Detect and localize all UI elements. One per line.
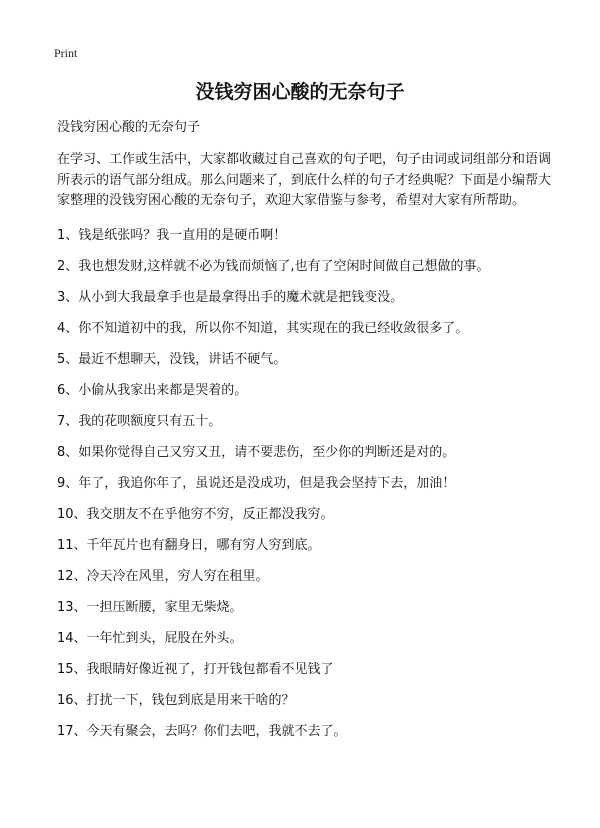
list-item: 3、从小到大我最拿手也是最拿得出手的魔术就是把钱变没。 [57, 289, 404, 305]
list-item: 13、一担压断腰，家里无柴烧。 [57, 599, 243, 615]
list-item: 14、一年忙到头，屁股在外头。 [57, 630, 243, 646]
list-item: 1、钱是纸张吗？我一直用的是硬币啊！ [57, 227, 287, 243]
list-item: 7、我的花呗额度只有五十。 [57, 413, 222, 429]
list-item: 12、冷天冷在风里，穷人穷在租里。 [57, 568, 269, 584]
list-item: 15、我眼睛好像近视了，打开钱包都看不见钱了 [57, 661, 334, 677]
list-item: 5、最近不想聊天，没钱，讲话不硬气。 [57, 351, 287, 367]
sentence-list [57, 226, 557, 753]
article-body [57, 118, 557, 753]
list-item: 4、你不知道初中的我，所以你不知道，其实现在的我已经收敛很多了。 [57, 320, 469, 336]
list-item: 6、小偷从我家出来都是哭着的。 [57, 382, 248, 398]
list-item: 10、我交朋友不在乎他穷不穷，反正都没我穷。 [57, 506, 334, 522]
page-title: 没钱穷困心酸的无奈句子 [195, 81, 405, 103]
article-subtitle: 没钱穷困心酸的无奈句子 [57, 120, 201, 135]
list-item: 11、千年瓦片也有翻身日，哪有穷人穷到底。 [57, 537, 321, 553]
intro-paragraph: 在学习、工作或生活中，大家都收藏过自己喜欢的句子吧，句子由词或词组部分和语调所表示的语气部分组成。那么问题来了，到底什么样的句子才经典呢？下面是小编帮大家整理的没钱穷困心酸的无奈句子，欢迎大家借鉴与参考，希望对大家有所帮助。 [57, 152, 552, 208]
list-item: 17、今天有聚会，去吗？你们去吧，我就不去了。 [57, 723, 347, 739]
list-item: 8、如果你觉得自己又穷又丑，请不要悲伤，至少你的判断还是对的。 [57, 444, 456, 460]
list-item: 2、我也想发财,这样就不必为钱而烦恼了,也有了空闲时间做自己想做的事。 [57, 258, 490, 274]
list-item: 9、年了，我追你年了，虽说还是没成功，但是我会坚持下去，加油！ [57, 475, 456, 491]
list-item: 16、打扰一下，钱包到底是用来干啥的？ [57, 692, 295, 708]
print-link[interactable]: Print [54, 46, 78, 60]
